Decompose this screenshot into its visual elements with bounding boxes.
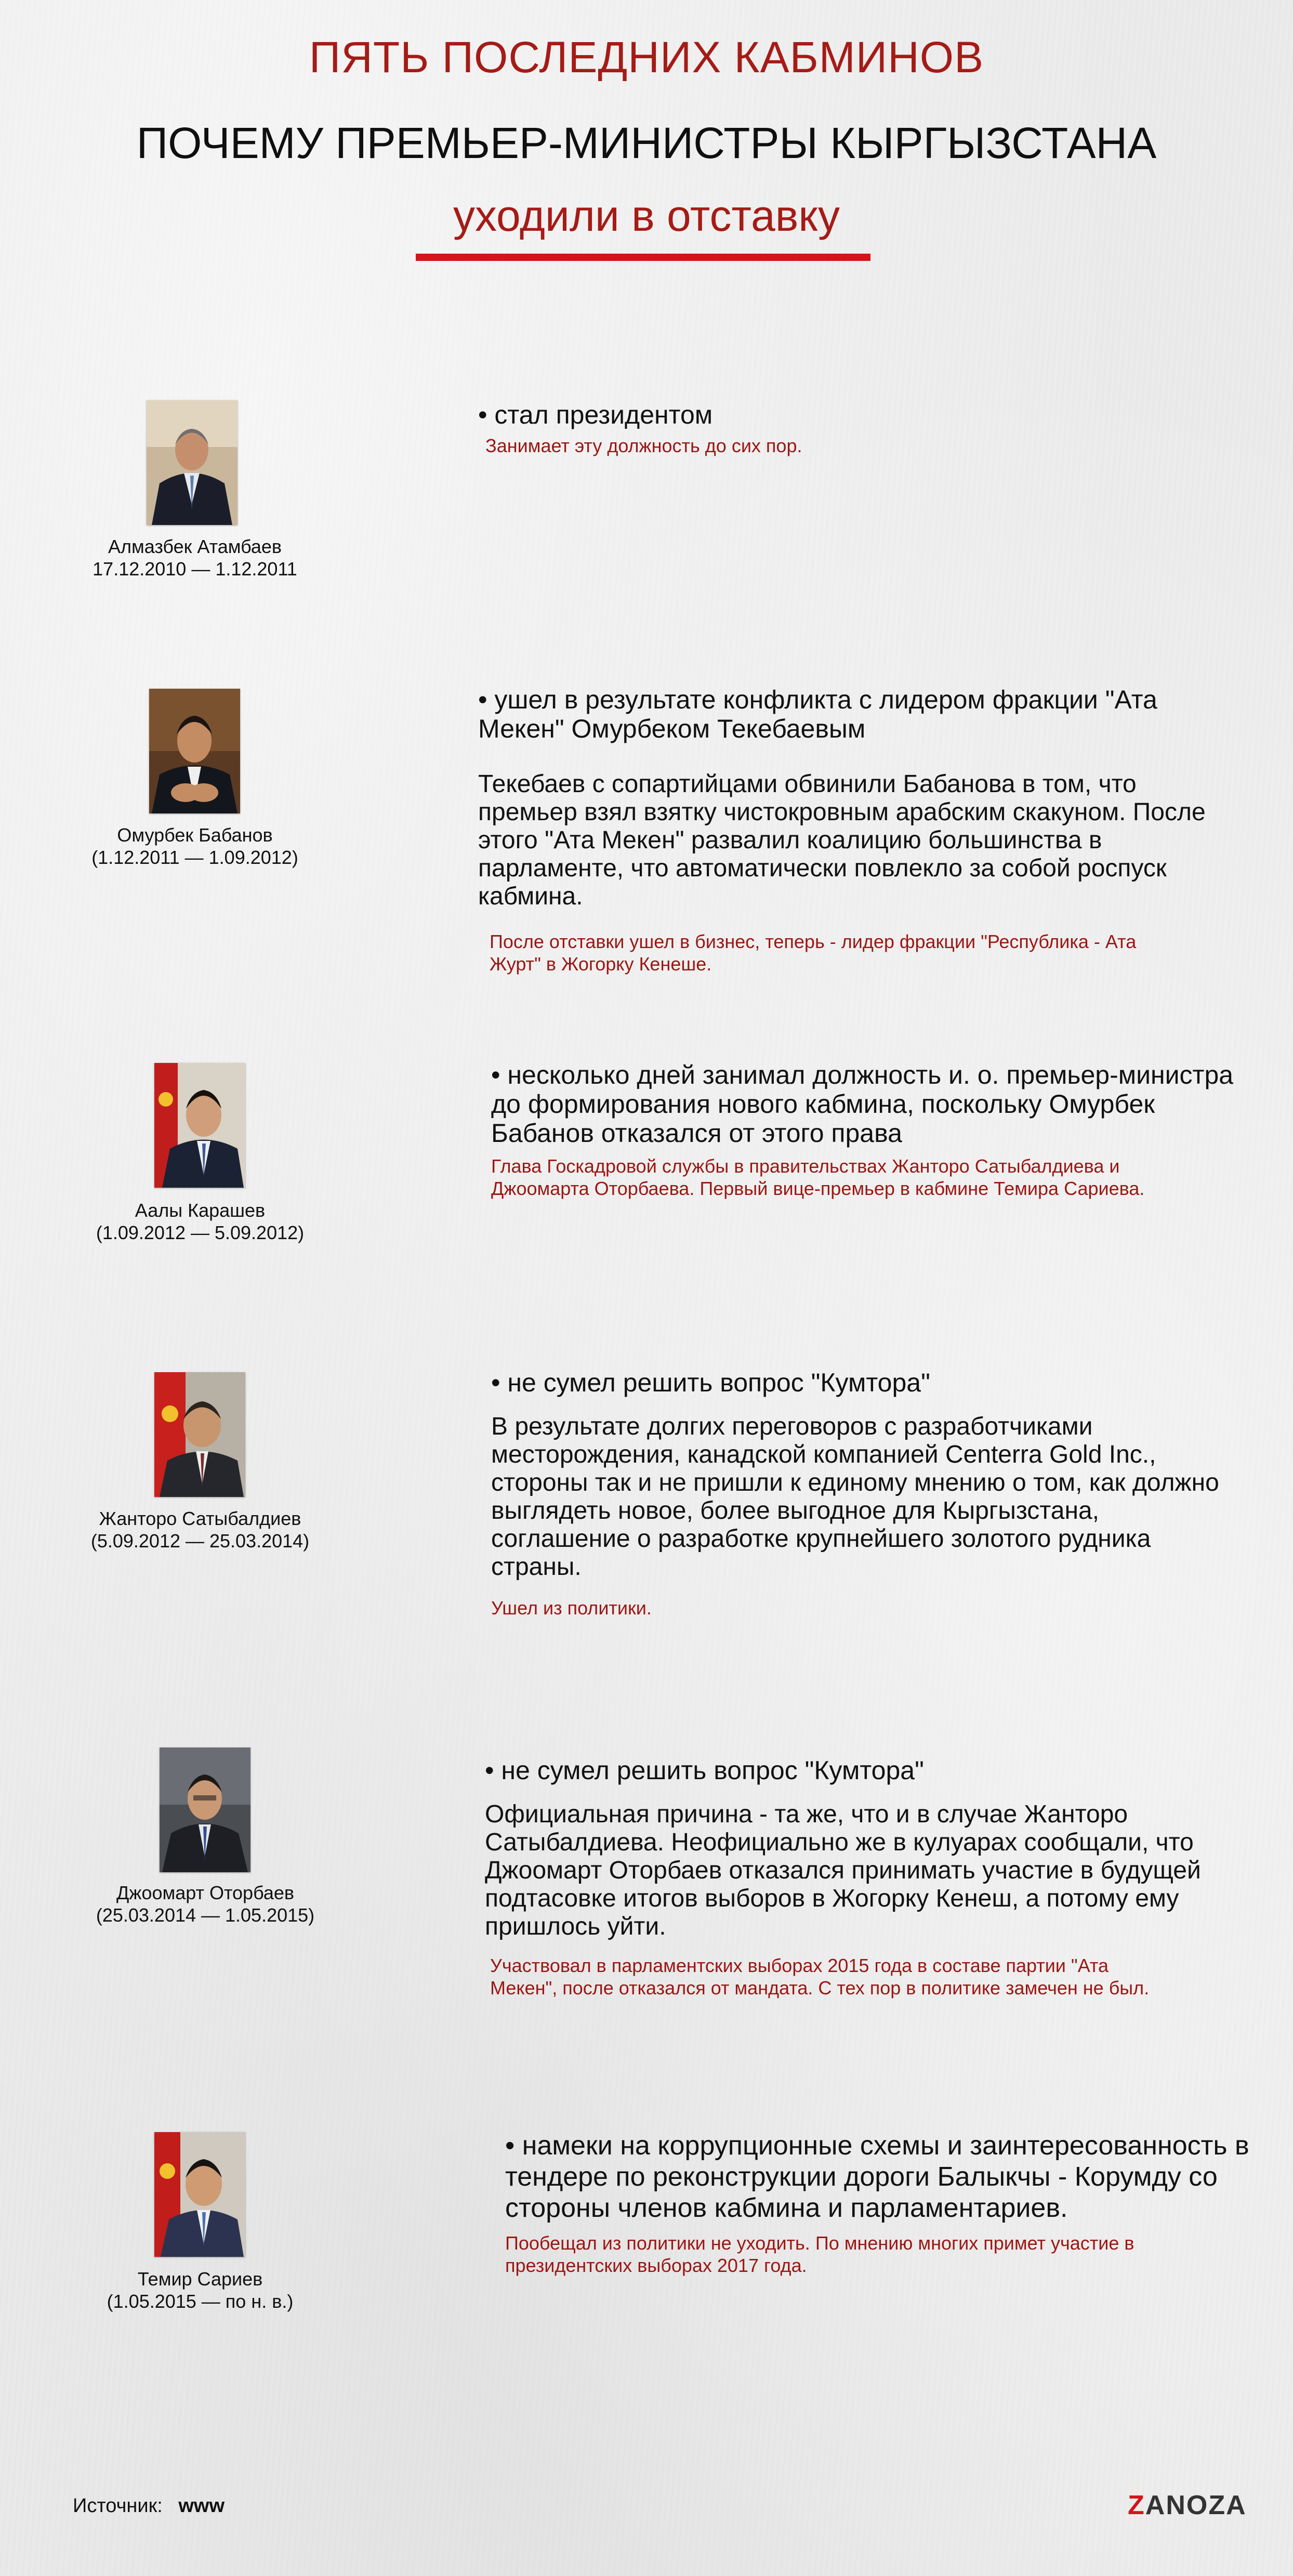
minister-block [491, 1060, 1245, 1200]
after-note: Глава Госкадровой службы в правительствах Жанторо Сатыбалдиева и Джоомарта Оторбаева. Первый вице-премьер в кабмине Темира Сариева. [491, 1155, 1145, 1199]
minister-name: Жанторо Сатыбалдиев [99, 1508, 301, 1529]
resignation-reason: • стал президентом [478, 400, 713, 429]
subtitle-underline [416, 254, 870, 261]
minister-caption [65, 1199, 335, 1244]
minister-term: (5.09.2012 — 25.03.2014) [90, 1530, 310, 1552]
source-credit [73, 2495, 225, 2517]
portrait-atambaev [147, 400, 238, 525]
minister-block [485, 1756, 1249, 1999]
logo-rest: ANOZA [1145, 2490, 1247, 2520]
source-link[interactable]: www [178, 2495, 225, 2517]
infographic-main-title: ПОЧЕМУ ПРЕМЬЕР-МИНИСТРЫ КЫРГЫЗСТАНА [136, 119, 1157, 167]
minister-block [478, 685, 1226, 975]
minister-term: (1.09.2012 — 5.09.2012) [96, 1222, 305, 1243]
minister-name: Алмазбек Атамбаев [108, 536, 282, 557]
infographic-subtitle: уходили в отставку [453, 191, 840, 240]
minister-term: 17.12.2010 — 1.12.2011 [93, 558, 297, 580]
logo-first-letter: Z [1128, 2490, 1145, 2520]
resignation-reason: • намеки на коррупционные схемы и заинтересованность в тендере по реконструкции дороги Балыкчы - Корумду со стороны членов кабмина и парламентариев. [505, 2131, 1249, 2223]
after-note: Пообещал из политики не уходить. По мнению многих примет участие в президентских выборах 2017 года. [505, 2232, 1134, 2276]
resignation-details: В результате долгих переговоров с разработчиками месторождения, канадской компанией Centerra Gold Inc., стороны так и не пришли к единому мнению о том, как должно выглядеть новое, более выгодное для Кыргызстана, соглашение о разработке крупнейшего золотого рудника страны. [491, 1413, 1219, 1581]
zanoza-logo [1128, 2490, 1247, 2521]
after-note: Занимает эту должность до сих пор. [485, 435, 802, 456]
minister-name: Темир Сариев [137, 2268, 263, 2290]
minister-name: Аалы Карашев [135, 1200, 266, 1221]
minister-term: (1.05.2015 — по н. в.) [107, 2291, 294, 2312]
minister-block [478, 400, 1247, 457]
after-note: Ушел из политики. [491, 1597, 652, 1619]
resignation-reason: • не сумел решить вопрос "Кумтора" [491, 1368, 930, 1397]
minister-caption [60, 535, 330, 580]
minister-caption [65, 1507, 335, 1552]
resignation-details: Официальная причина - та же, что и в случае Жанторо Сатыбалдиева. Неофициально же в кулуарах сообщали, что Джоомарт Оторбаев отказался принимать участие в будущей подтасовке итогов выборов в Жогорку Кенеш, а потому ему пришлось уйти. [485, 1800, 1201, 1940]
portrait-karashev [154, 1063, 245, 1188]
resignation-reason: • не сумел решить вопрос "Кумтора" [485, 1756, 924, 1785]
after-note: Участвовал в парламентских выборах 2015 года в составе партии "Ата Мекен", после отказался от мандата. С тех пор в политике замечен не был. [490, 1955, 1150, 1999]
portrait-satybaldiev [154, 1372, 245, 1497]
minister-term: (25.03.2014 — 1.05.2015) [96, 1904, 315, 1926]
resignation-details: Текебаев с сопартийцами обвинили Бабанова в том, что премьер взял взятку чистокровным арабским скакуном. После этого "Ата Мекен" развалил коалицию большинства в парламенте, что автоматически повлекло за собой роспуск кабмина. [478, 770, 1206, 910]
portrait-sariev [154, 2132, 245, 2257]
resignation-reason: • ушел в результате конфликта с лидером фракции "Ата Мекен" Омурбеком Текебаевым [478, 685, 1157, 743]
minister-name: Омурбек Бабанов [117, 824, 273, 846]
portrait-babanov [149, 689, 240, 813]
minister-caption [65, 2268, 335, 2312]
portrait-otorbaev [160, 1747, 250, 1872]
after-note: После отставки ушел в бизнес, теперь - лидер фракции "Республика - Ата Журт" в Жогорку Кенеше. [490, 931, 1137, 975]
minister-caption [60, 824, 330, 869]
source-label: Источник: [73, 2495, 163, 2517]
minister-block [491, 1368, 1229, 1619]
infographic-top-title: ПЯТЬ ПОСЛЕДНИХ КАБМИНОВ [309, 33, 984, 82]
minister-caption [70, 1882, 340, 1926]
minister-block [505, 2130, 1269, 2277]
minister-name: Джоомарт Оторбаев [116, 1882, 295, 1903]
resignation-reason: • несколько дней занимал должность и. о. премьер-министра до формирования нового кабмина, поскольку Омурбек Бабанов отказался от этого права [491, 1060, 1234, 1148]
minister-term: (1.12.2011 — 1.09.2012) [91, 847, 298, 868]
